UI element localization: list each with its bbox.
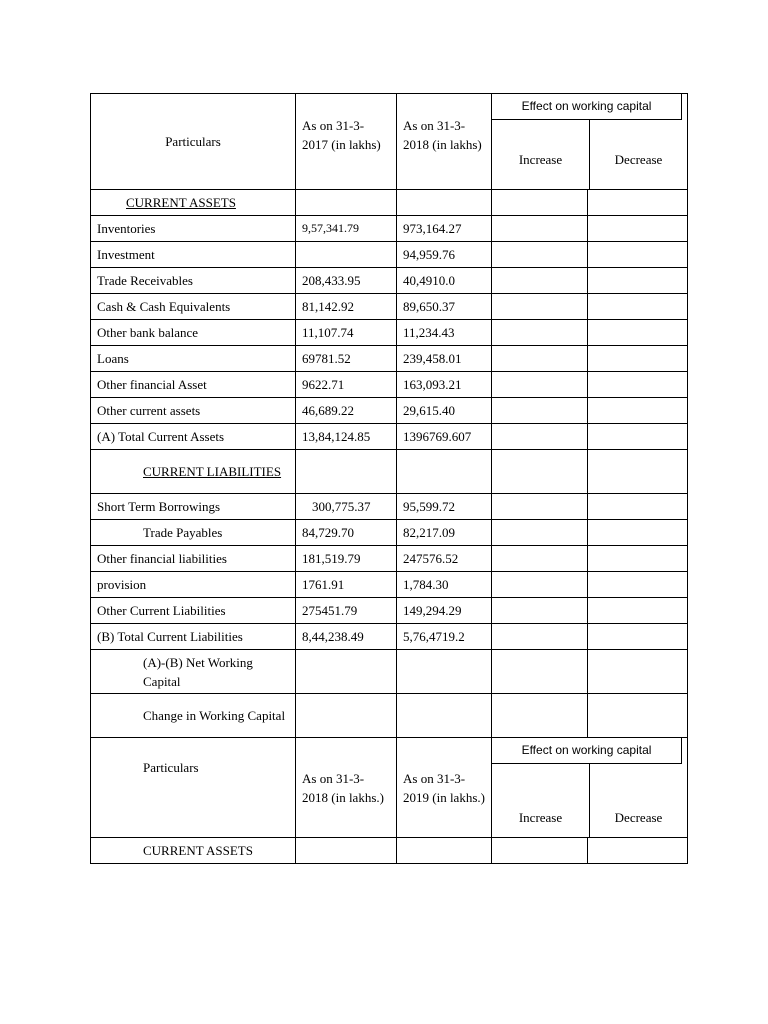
effect-header: [492, 94, 688, 190]
col-2018-header: As on 31-3-2018 (in lakhs): [397, 94, 492, 190]
working-capital-sheet: [90, 93, 687, 864]
header-row-2: [91, 738, 688, 838]
value-col-a: 46,689.22: [296, 398, 397, 424]
row-label: Other financial Asset: [91, 372, 296, 398]
increase-cell: [492, 398, 588, 424]
value-col-b: 40,4910.0: [397, 268, 492, 294]
increase-cell: [492, 216, 588, 242]
table-row: [91, 242, 688, 268]
decrease-cell: [588, 346, 688, 372]
value-col-a: 300,775.37: [296, 494, 397, 520]
decrease-cell: [588, 598, 688, 624]
decrease-cell: [588, 520, 688, 546]
row-label: Cash & Cash Equivalents: [91, 294, 296, 320]
row-label: Inventories: [91, 216, 296, 242]
row-label: (A) Total Current Assets: [91, 424, 296, 450]
header-row-1: [91, 94, 688, 190]
table-row: [91, 494, 688, 520]
table-row: [91, 294, 688, 320]
table-row: [91, 398, 688, 424]
working-capital-table: [90, 93, 688, 864]
value-col-a: 81,142.92: [296, 294, 397, 320]
decrease-cell: [588, 494, 688, 520]
table-row: [91, 520, 688, 546]
table-row: [91, 320, 688, 346]
increase-cell: [492, 598, 588, 624]
value-col-a: 1761.91: [296, 572, 397, 598]
effect-label-2: Effect on working capital: [492, 738, 682, 764]
row-label: Other Current Liabilities: [91, 598, 296, 624]
row-label: Short Term Borrowings: [91, 494, 296, 520]
table-row: [91, 424, 688, 450]
section-current-assets-2: [91, 838, 688, 864]
row-label: Loans: [91, 346, 296, 372]
table-row: [91, 598, 688, 624]
section-title: CURRENT ASSETS: [126, 195, 236, 210]
value-col-a: 9622.71: [296, 372, 397, 398]
increase-cell: [492, 494, 588, 520]
increase-cell: [492, 346, 588, 372]
table-row: [91, 346, 688, 372]
increase-cell: [492, 268, 588, 294]
value-col-b: 973,164.27: [397, 216, 492, 242]
section-title: (A)-(B) Net Working Capital: [143, 654, 253, 689]
value-col-a: 11,107.74: [296, 320, 397, 346]
decrease-cell: [588, 268, 688, 294]
value-col-b: 1,784.30: [397, 572, 492, 598]
increase-cell: [492, 624, 588, 650]
value-col-b: 149,294.29: [397, 598, 492, 624]
value-col-b: 239,458.01: [397, 346, 492, 372]
value-col-a: 181,519.79: [296, 546, 397, 572]
value-col-b: 1396769.607: [397, 424, 492, 450]
decrease-cell: [588, 546, 688, 572]
value-col-b: 94,959.76: [397, 242, 492, 268]
col-2017-header: As on 31-3-2017 (in lakhs): [296, 94, 397, 190]
table-row: [91, 268, 688, 294]
increase-cell: [492, 572, 588, 598]
increase-cell: [492, 520, 588, 546]
col-2019-header-2: As on 31-3-2019 (in lakhs.): [397, 738, 492, 838]
value-col-a: [296, 242, 397, 268]
decrease-header: Decrease: [614, 152, 663, 167]
change-working-capital-row: [91, 694, 688, 738]
decrease-cell: [588, 424, 688, 450]
value-col-b: 5,76,4719.2: [397, 624, 492, 650]
row-label: (B) Total Current Liabilities: [91, 624, 296, 650]
decrease-header-2: Decrease: [614, 810, 663, 825]
section-title: Change in Working Capital: [143, 708, 286, 723]
decrease-cell: [588, 372, 688, 398]
row-label: Other bank balance: [91, 320, 296, 346]
table-row: [91, 372, 688, 398]
table-row: [91, 624, 688, 650]
value-col-b: 11,234.43: [397, 320, 492, 346]
increase-cell: [492, 242, 588, 268]
value-col-b: 82,217.09: [397, 520, 492, 546]
table-row: [91, 572, 688, 598]
value-col-b: 163,093.21: [397, 372, 492, 398]
table-row: [91, 546, 688, 572]
value-col-a: 69781.52: [296, 346, 397, 372]
value-col-a: 13,84,124.85: [296, 424, 397, 450]
decrease-cell: [588, 242, 688, 268]
decrease-cell: [588, 572, 688, 598]
value-col-a: 208,433.95: [296, 268, 397, 294]
increase-cell: [492, 294, 588, 320]
row-label: Other current assets: [91, 398, 296, 424]
decrease-cell: [588, 216, 688, 242]
particulars-header: Particulars: [91, 94, 296, 190]
particulars-header-2: Particulars: [91, 738, 296, 838]
increase-header: Increase: [492, 120, 590, 189]
section-current-assets: [91, 190, 688, 216]
effect-label: Effect on working capital: [492, 94, 682, 120]
decrease-cell: [588, 294, 688, 320]
section-title: CURRENT ASSETS: [143, 843, 253, 858]
col-2018-header-2: As on 31-3-2018 (in lakhs.): [296, 738, 397, 838]
decrease-cell: [588, 320, 688, 346]
row-label: Other financial liabilities: [91, 546, 296, 572]
increase-cell: [492, 424, 588, 450]
decrease-cell: [588, 624, 688, 650]
decrease-cell: [588, 398, 688, 424]
row-label: Investment: [91, 242, 296, 268]
row-label: provision: [91, 572, 296, 598]
value-col-a: 275451.79: [296, 598, 397, 624]
section-title: CURRENT LIABILITIES: [143, 464, 282, 479]
value-col-b: 247576.52: [397, 546, 492, 572]
increase-cell: [492, 320, 588, 346]
increase-cell: [492, 546, 588, 572]
value-col-b: 95,599.72: [397, 494, 492, 520]
value-col-a: 8,44,238.49: [296, 624, 397, 650]
row-label: Trade Payables: [91, 520, 296, 546]
section-current-liabilities: [91, 450, 688, 494]
value-col-b: 89,650.37: [397, 294, 492, 320]
table-row: [91, 216, 688, 242]
increase-header-2: Increase: [492, 764, 590, 837]
value-col-b: 29,615.40: [397, 398, 492, 424]
effect-header-2: [492, 738, 688, 838]
value-col-a: 9,57,341.79: [296, 216, 397, 242]
increase-cell: [492, 372, 588, 398]
value-col-a: 84,729.70: [296, 520, 397, 546]
row-label: Trade Receivables: [91, 268, 296, 294]
net-working-capital-row: [91, 650, 688, 694]
